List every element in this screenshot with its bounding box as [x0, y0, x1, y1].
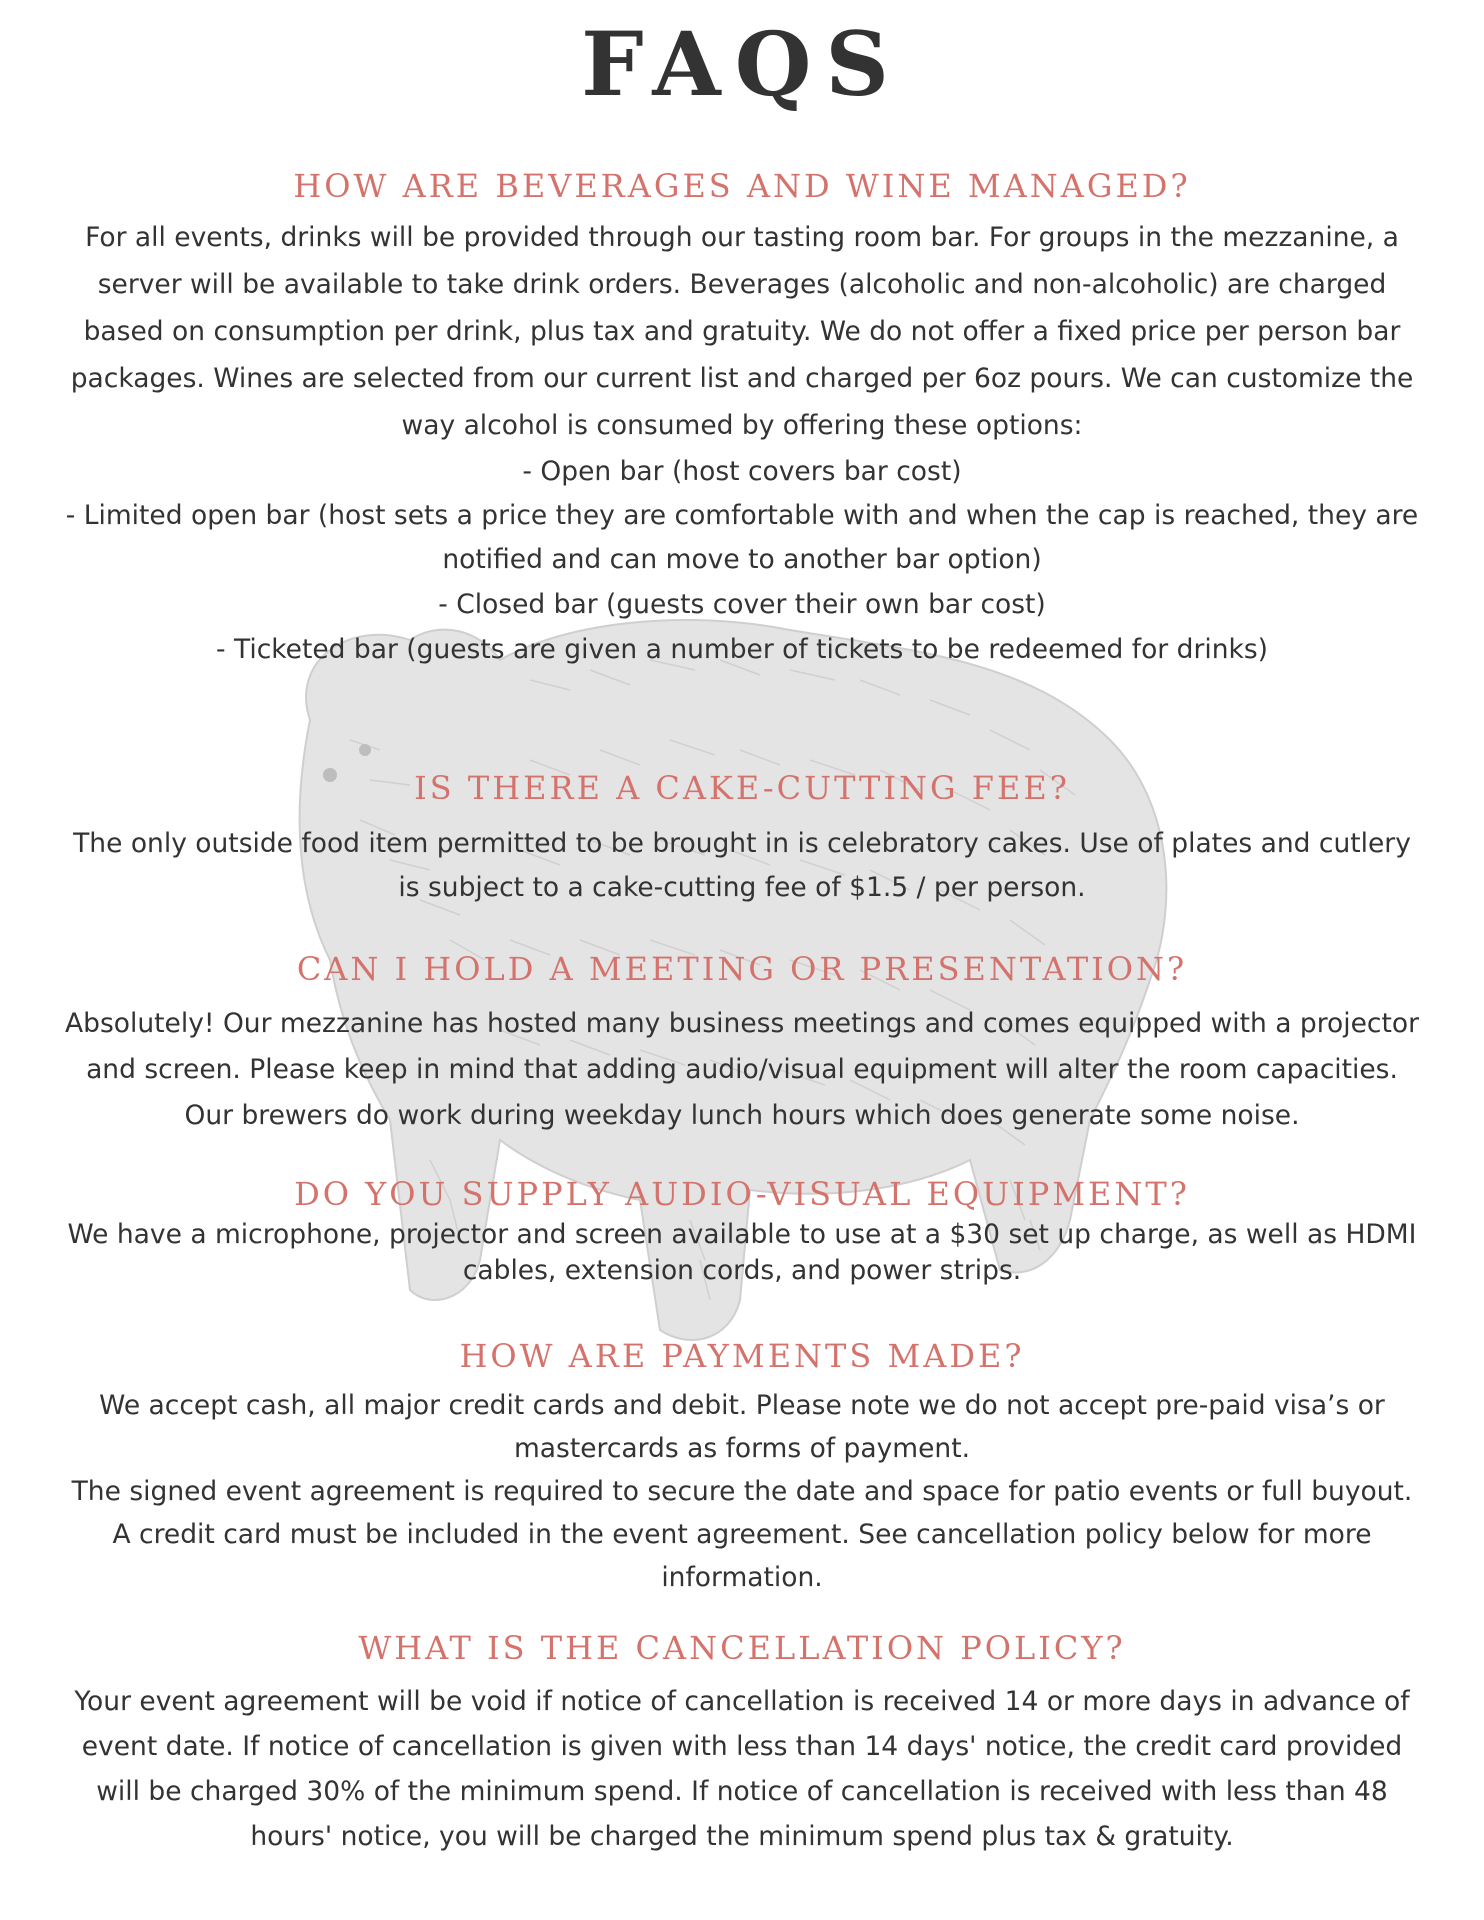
- faq-answer-text-2: The signed event agreement is required to secure the date and space for patio events or full buyout. A credit card must be included in the event agreement. See cancellation policy below for more information.: [71, 1476, 1413, 1593]
- faq-answer-cancellation: [60, 1679, 1424, 1859]
- faq-question-meeting: CAN I HOLD A MEETING OR PRESENTATION?: [296, 950, 1188, 988]
- bar-option-closed: - Closed bar (guests cover their own bar cost): [438, 589, 1046, 620]
- faq-answer-text: For all events, drinks will be provided through our tasting room bar. For groups in the mezzanine, a server will be available to take drink orders. Beverages (alcoholic and non-alcoholic) are charged based on consumption per drink, plus tax and gratuity. We do not offer a fixed price per person bar packages. Wines are selected from our current list and charged per 6oz pours. We can customize the way alcohol is consumed by offering these options:: [70, 222, 1414, 441]
- faq-answer-audio-visual: [60, 1217, 1424, 1289]
- faq-question-payments: HOW ARE PAYMENTS MADE?: [459, 1337, 1025, 1375]
- faq-answer-text: The only outside food item permitted to be brought in is celebratory cakes. Use of plates and cutlery is subject to a cake-cutting fee of $1.5 / per person.: [73, 828, 1411, 903]
- page-title: FAQS: [581, 12, 903, 116]
- bar-option-open: - Open bar (host covers bar cost): [522, 456, 962, 487]
- faq-answer-text: Your event agreement will be void if notice of cancellation is received 14 or more days in advance of event date. If notice of cancellation is given with less than 14 days' notice, the credit card provided will be charged 30% of the minimum spend. If notice of cancellation is received with less than 48 hours' notice, you will be charged the minimum spend plus tax & gratuity.: [74, 1686, 1410, 1852]
- faq-question-beverages: HOW ARE BEVERAGES AND WINE MANAGED?: [293, 167, 1191, 205]
- faq-answer-payments: [60, 1384, 1424, 1599]
- bar-option-limited: - Limited open bar (host sets a price they are comfortable with and when the cap is reached, they are notified and can move to another bar option): [65, 500, 1419, 575]
- faq-answer-text: Absolutely! Our mezzanine has hosted many business meetings and comes equipped with a projector and screen. Please keep in mind that adding audio/visual equipment will alter the room capacities. Our brewers do work during weekday lunch hours which does generate some noise.: [65, 1008, 1419, 1131]
- faq-question-cake-cutting: IS THERE A CAKE-CUTTING FEE?: [414, 769, 1070, 807]
- faq-answer-text: We have a microphone, projector and screen available to use at a $30 set up charge, as well as HDMI cables, extension cords, and power strips.: [67, 1219, 1417, 1286]
- bar-option-ticketed: - Ticketed bar (guests are given a number of tickets to be redeemed for drinks): [215, 634, 1268, 665]
- faq-answer-meeting: [60, 1001, 1424, 1139]
- faq-answer-cake-cutting: [60, 822, 1424, 910]
- faq-question-audio-visual: DO YOU SUPPLY AUDIO-VISUAL EQUIPMENT?: [294, 1175, 1190, 1213]
- faq-answer-text: We accept cash, all major credit cards and debit. Please note we do not accept pre-paid visa’s or mastercards as forms of payment.: [99, 1390, 1385, 1464]
- faq-question-cancellation: WHAT IS THE CANCELLATION POLICY?: [358, 1629, 1126, 1667]
- faq-answer-beverages: [60, 214, 1424, 672]
